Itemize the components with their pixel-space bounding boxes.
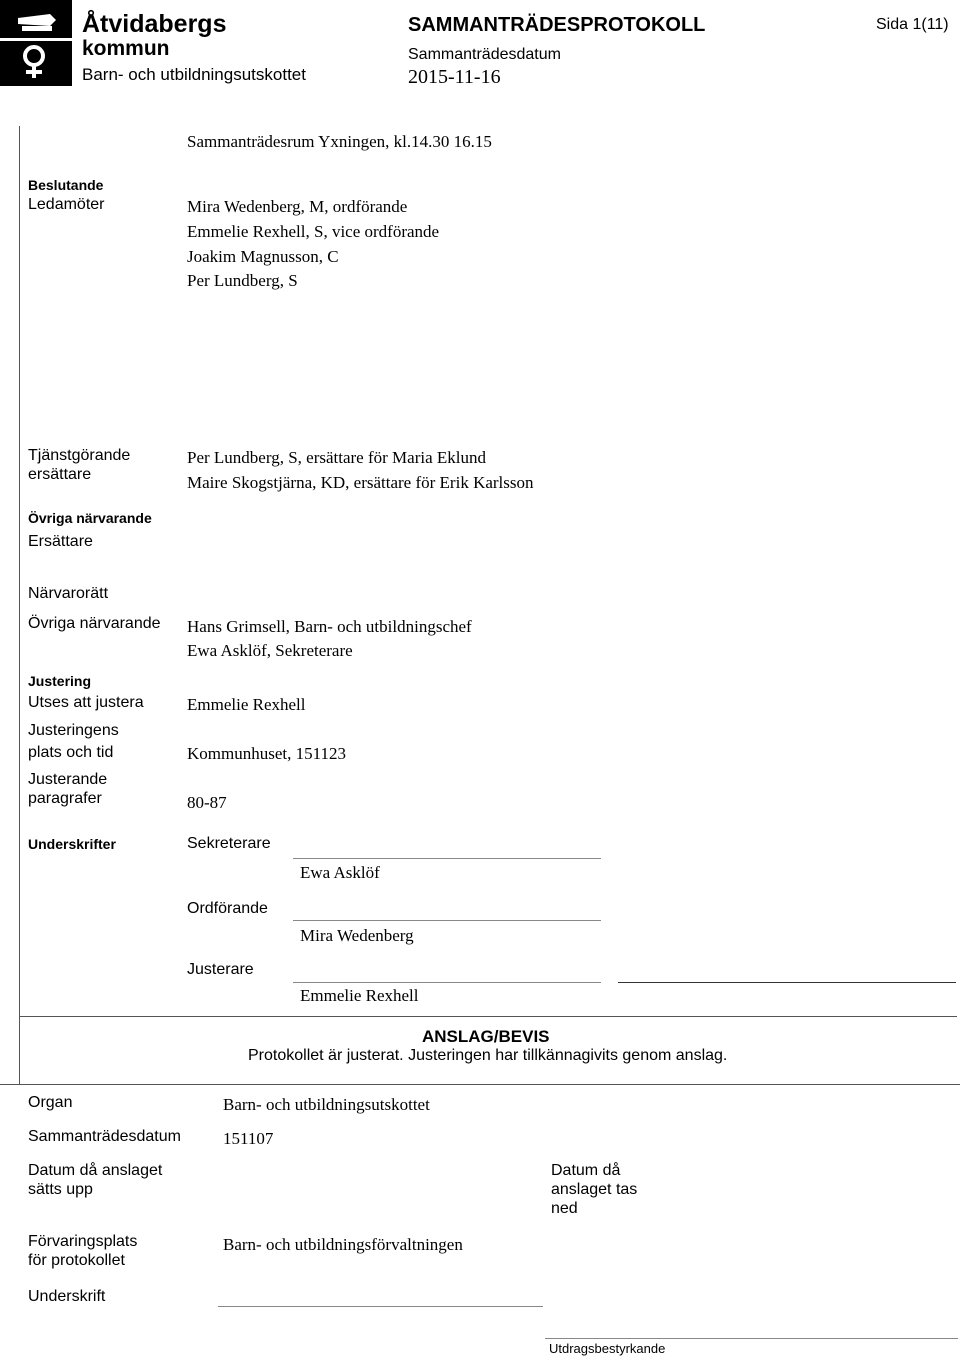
adjustment-appointed-value: Emmelie Rexhell xyxy=(187,695,306,714)
secretary-signature-line xyxy=(293,858,601,859)
meeting-date-label: Sammanträdesdatum xyxy=(408,46,561,63)
storage-label-line2: för protokollet xyxy=(28,1252,125,1269)
signature-label: Underskrift xyxy=(28,1288,106,1305)
document-type: SAMMANTRÄDESPROTOKOLL xyxy=(408,14,706,36)
organ-value: Barn- och utbildningsutskottet xyxy=(223,1095,430,1114)
committee-name: Barn- och utbildningsutskottet xyxy=(82,65,306,84)
left-frame-line xyxy=(19,126,20,1016)
adjustment-place-label-line1: Justeringens xyxy=(28,722,119,739)
organ-label: Organ xyxy=(28,1094,73,1111)
notice-text: Protokollet är justerat. Justeringen har tillkännagivits genom anslag. xyxy=(248,1047,728,1064)
chair-name: Mira Wedenberg xyxy=(300,926,414,945)
attendance-right-label: Närvarorätt xyxy=(28,585,109,602)
extra-signature-line xyxy=(618,982,956,983)
substitutes-label-line1: Tjänstgörande xyxy=(28,447,131,464)
meeting-location: Sammanträdesrum Yxningen, kl.14.30 16.15 xyxy=(187,132,492,151)
members-label: Ledamöter xyxy=(28,196,105,213)
member-4: Per Lundberg, S xyxy=(187,271,298,290)
secretary-name: Ewa Asklöf xyxy=(300,863,380,882)
meeting-date-value: 2015-11-16 xyxy=(408,66,501,88)
adjuster-name: Emmelie Rexhell xyxy=(300,986,419,1005)
member-1: Mira Wedenberg, M, ordförande xyxy=(187,197,408,216)
signatures-label-bold: Underskrifter xyxy=(28,836,116,852)
adjustment-paragraphs-value: 80-87 xyxy=(187,793,227,812)
posted-label-line2: sätts upp xyxy=(28,1181,93,1198)
storage-label-line1: Förvaringsplats xyxy=(28,1233,138,1250)
notice-signature-line xyxy=(218,1306,543,1307)
adjuster-signature-line xyxy=(293,982,601,983)
substitute-1: Per Lundberg, S, ersättare för Maria Eklund xyxy=(187,448,486,467)
page-number: Sida 1(11) xyxy=(876,16,949,33)
removed-label-line2: anslaget tas xyxy=(551,1181,638,1198)
notice-date-value: 151107 xyxy=(223,1129,274,1148)
others-label: Ersättare xyxy=(28,533,93,550)
others-label-bold: Övriga närvarande xyxy=(28,510,152,526)
adjustment-place-value: Kommunhuset, 151123 xyxy=(187,744,346,763)
notice-top-line xyxy=(19,1016,957,1017)
member-3: Joakim Magnusson, C xyxy=(187,247,339,266)
member-2: Emmelie Rexhell, S, vice ordförande xyxy=(187,222,440,241)
adjustment-appointed-label: Utses att justera xyxy=(28,694,144,711)
removed-label-line1: Datum då xyxy=(551,1162,621,1179)
adjustment-label-bold: Justering xyxy=(28,673,92,689)
notice-date-label: Sammanträdesdatum xyxy=(28,1128,181,1145)
footer-line xyxy=(545,1338,958,1339)
removed-label-line3: ned xyxy=(551,1200,578,1217)
substitute-2: Maire Skogstjärna, KD, ersättare för Erik Karlsson xyxy=(187,473,534,492)
adjustment-paragraphs-label-line2: paragrafer xyxy=(28,790,102,807)
certified-copy-label: Utdragsbestyrkande xyxy=(549,1341,666,1356)
adjustment-place-label-line2: plats och tid xyxy=(28,744,114,761)
chair-label: Ordförande xyxy=(187,900,268,917)
org-name-line2: kommun xyxy=(82,37,170,60)
adjuster-label: Justerare xyxy=(187,961,254,978)
others-present-2: Ewa Asklöf, Sekreterare xyxy=(187,641,353,660)
municipality-logo xyxy=(0,0,72,86)
adjustment-paragraphs-label-line1: Justerande xyxy=(28,771,108,788)
coat-of-arms-icon xyxy=(0,0,72,86)
notice-left-line xyxy=(19,1016,20,1084)
storage-value: Barn- och utbildningsförvaltningen xyxy=(223,1235,463,1254)
notice-bottom-line xyxy=(0,1084,960,1085)
chair-signature-line xyxy=(293,920,601,921)
others-present-1: Hans Grimsell, Barn- och utbildningschef xyxy=(187,617,472,636)
substitutes-label-line2: ersättare xyxy=(28,466,92,483)
posted-label-line1: Datum då anslaget xyxy=(28,1162,163,1179)
notice-title: ANSLAG/BEVIS xyxy=(422,1027,550,1046)
org-name-line1: Åtvidabergs xyxy=(82,10,227,38)
others-present-label: Övriga närvarande xyxy=(28,615,161,632)
secretary-label: Sekreterare xyxy=(187,835,271,852)
members-label-bold: Beslutande xyxy=(28,177,104,193)
